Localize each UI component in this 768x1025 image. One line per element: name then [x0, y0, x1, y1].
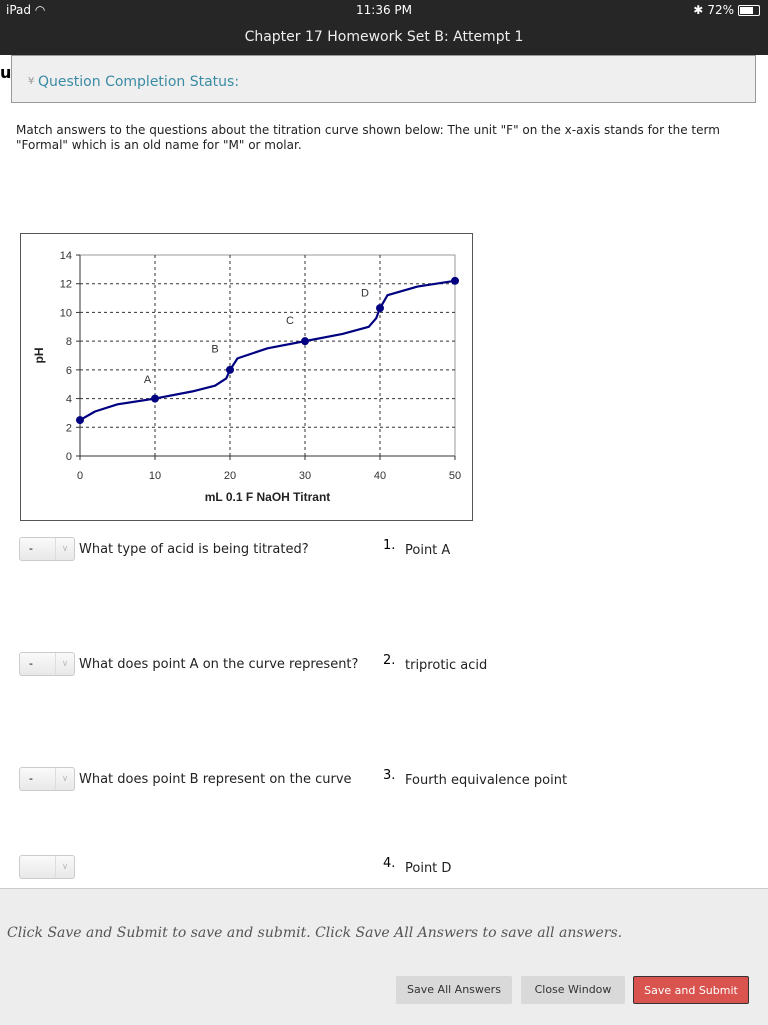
answer-text: Point D — [405, 861, 452, 876]
point-label: C — [286, 314, 294, 327]
y-tick-label: 6 — [65, 364, 72, 377]
data-point — [451, 277, 459, 285]
answer-select[interactable] — [19, 652, 75, 676]
chevron-down-icon: ∨ — [55, 538, 74, 560]
x-tick-label: 10 — [148, 470, 162, 482]
bluetooth-icon: ✱ — [693, 3, 704, 17]
answer-number: 3. — [383, 768, 396, 783]
titration-curve — [80, 281, 455, 420]
battery-icon — [738, 5, 760, 16]
chevron-down-icon: ∨ — [55, 856, 74, 878]
status-time: 11:36 PM — [356, 3, 412, 17]
x-tick-label: 0 — [76, 470, 84, 482]
data-point — [151, 395, 159, 403]
battery-percent: 72% — [707, 3, 734, 17]
completion-status-panel[interactable] — [11, 55, 756, 103]
footer-instructions: Click Save and Submit to save and submit. Click Save All Answers to save all answers. — [7, 925, 623, 941]
point-label: A — [143, 373, 152, 386]
question-text: What does point B represent on the curve — [79, 772, 352, 787]
save-and-submit-button[interactable]: Save and Submit — [633, 976, 749, 1004]
device-name: iPad — [6, 3, 32, 17]
y-tick-label: 12 — [59, 278, 72, 291]
plot-area — [80, 255, 455, 456]
answer-number: 1. — [383, 538, 396, 553]
x-tick-label: 30 — [298, 470, 312, 482]
completion-status-link[interactable]: Question Completion Status: — [38, 74, 240, 90]
y-tick-label: 2 — [65, 422, 72, 435]
answer-number: 2. — [383, 653, 396, 668]
point-label: B — [211, 343, 219, 356]
left-fragment: u — [0, 63, 12, 82]
wifi-icon: ◠ — [34, 3, 46, 17]
y-tick-label: 14 — [59, 250, 72, 262]
data-point — [76, 416, 84, 424]
save-all-answers-button[interactable]: Save All Answers — [396, 976, 512, 1004]
titration-chart — [20, 233, 473, 521]
y-tick-label: 10 — [59, 307, 72, 320]
footer — [0, 888, 768, 1025]
x-tick-label: 40 — [373, 470, 387, 482]
close-window-button[interactable]: Close Window — [521, 976, 625, 1004]
select-value: - — [29, 772, 33, 785]
point-label: D — [361, 287, 369, 300]
x-tick-label: 20 — [223, 470, 237, 482]
data-point — [301, 337, 309, 345]
x-axis-label: mL 0.1 F NaOH Titrant — [204, 490, 331, 504]
y-tick-label: 4 — [65, 393, 72, 406]
answer-text: Point A — [405, 543, 451, 558]
answer-select[interactable] — [19, 855, 75, 879]
data-point — [376, 304, 384, 312]
answer-select[interactable] — [19, 537, 75, 561]
select-value: - — [29, 657, 33, 670]
answer-text: triprotic acid — [405, 658, 488, 673]
y-tick-label: 8 — [65, 336, 72, 349]
status-right — [693, 3, 760, 17]
y-tick-label: 0 — [65, 451, 72, 463]
answer-text: Fourth equivalence point — [405, 773, 568, 788]
chart-svg — [21, 234, 471, 519]
window-title: Chapter 17 Homework Set B: Attempt 1 — [244, 29, 524, 45]
data-point — [226, 366, 234, 374]
question-text: What type of acid is being titrated? — [79, 542, 309, 557]
answer-select[interactable] — [19, 767, 75, 791]
select-value: - — [29, 542, 33, 555]
instructions: Match answers to the questions about the titration curve shown below: The unit "F" on the x-axis stands for the term "Formal" which is an old name for "M" or molar. — [16, 123, 720, 152]
answer-number: 4. — [383, 856, 396, 871]
chevron-down-icon: ¥ — [28, 76, 35, 87]
chevron-down-icon: ∨ — [55, 653, 74, 675]
x-tick-label: 50 — [448, 470, 462, 482]
question-text: What does point A on the curve represent? — [79, 657, 359, 672]
chevron-down-icon: ∨ — [55, 768, 74, 790]
y-axis-label: pH — [32, 347, 46, 364]
top-bar — [0, 0, 768, 55]
